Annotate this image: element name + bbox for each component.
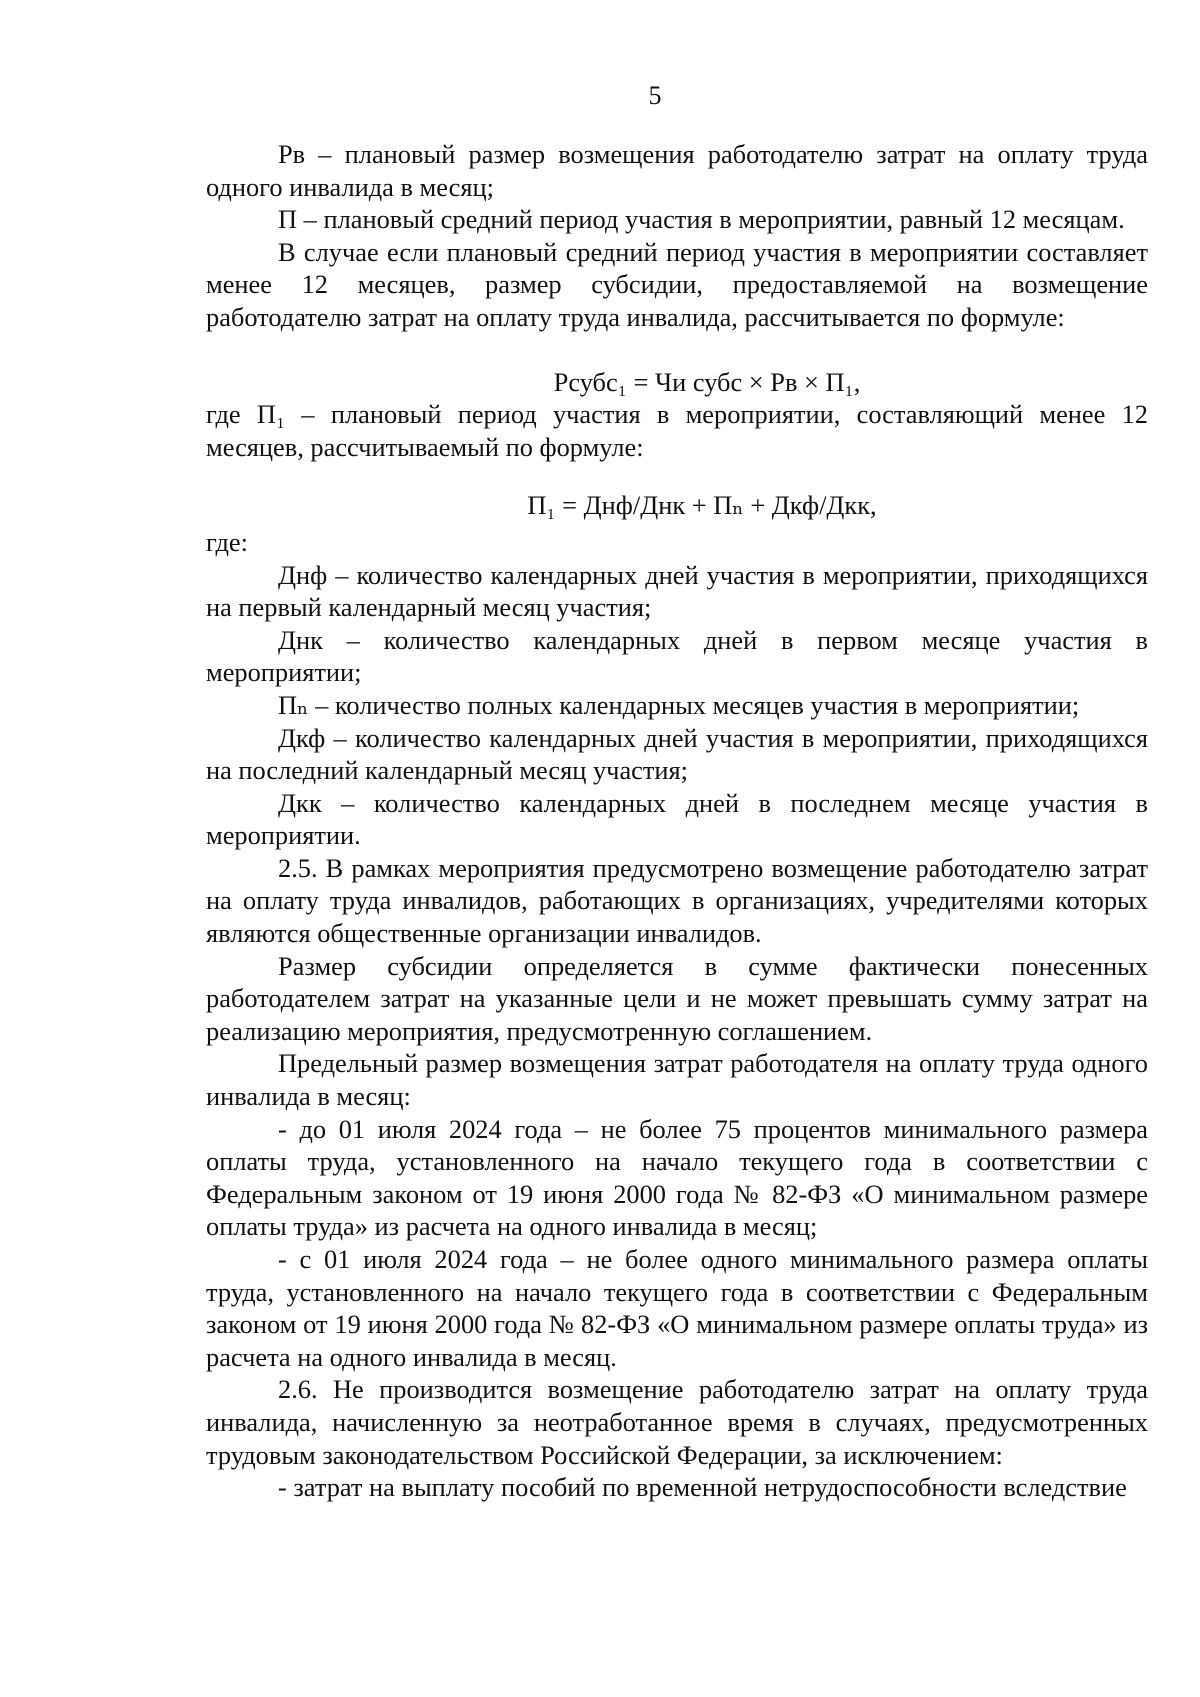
- paragraph-subsidy-amount: Размер субсидии определяется в сумме фактически понесенных работодателем затрат на указанные цели и не может превышать сумму затрат на реализацию мероприятия, предусмотренную соглашением.: [206, 950, 1148, 1046]
- paragraph-section-2-6: 2.6. Не производится возмещение работодателю затрат на оплату труда инвалида, начисленную за неотработанное время в случаях, предусмотренных трудовым законодательством Российской Федерации, за исключением:: [206, 1374, 1148, 1470]
- paragraph-p-definition: П – плановый средний период участия в мероприятии, равный 12 месяцам.: [278, 204, 1125, 235]
- paragraph-section-2-5: 2.5. В рамках мероприятия предусмотрено возмещение работодателю затрат на оплату труда инвалидов, работающих в организациях, учредителями которых являются общественные организации инвалидов.: [206, 852, 1148, 949]
- paragraph-dkk-definition: Дкк – количество календарных дней в последнем месяце участия в мероприятии.: [206, 787, 1148, 851]
- paragraph-max-reimbursement: Предельный размер возмещения затрат работодателя на оплату труда одного инвалида в месяц:: [206, 1048, 1148, 1112]
- paragraph-short-period-case: В случае если плановый средний период участия в мероприятии составляет менее 12 месяцев, размер субсидии, предоставляемой на возмещение работодателю затрат на оплату труда инвалида, рассчитывается по формуле:: [206, 236, 1148, 332]
- paragraph-pn-definition: Пₙ – количество полных календарных месяцев участия в мероприятии;: [278, 689, 1080, 720]
- document-body: [206, 138, 1148, 1504]
- paragraph-dkf-definition: Дкф – количество календарных дней участия в мероприятии, приходящихся на последний календарный месяц участия;: [206, 722, 1148, 786]
- paragraph-where: где:: [206, 526, 248, 557]
- list-item-before-july-2024: - до 01 июля 2024 года – не более 75 процентов минимального размера оплаты труда, установленного на начало текущего года в соответствии с Федеральным законом от 19 июня 2000 года № 82-ФЗ «О минимальном размере оплаты труда» из расчета на одного инвалида в месяц;: [206, 1113, 1148, 1242]
- paragraph-dnk-definition: Днк – количество календарных дней в первом месяце участия в мероприятии;: [206, 624, 1148, 688]
- paragraph-dnf-definition: Днф – количество календарных дней участия в мероприятии, приходящихся на первый календарный месяц участия;: [206, 559, 1148, 623]
- list-item-sick-leave: - затрат на выплату пособий по временной нетрудоспособности вследствие: [278, 1472, 1127, 1503]
- paragraph-rv-definition: Рв – плановый размер возмещения работодателю затрат на оплату труда одного инвалида в месяц;: [206, 139, 1148, 202]
- formula-period: П₁ = Днф/Днк + Пₙ + Дкф/Дкк,: [527, 490, 877, 521]
- paragraph-p1-definition: где П₁ – плановый период участия в мероприятии, составляющий менее 12 месяцев, рассчитываемый по формуле:: [206, 399, 1148, 462]
- page-number: 5: [648, 81, 662, 110]
- list-item-after-july-2024: - с 01 июля 2024 года – не более одного минимального размера оплаты труда, установленного на начало текущего года в соответствии с Федеральным законом от 19 июня 2000 года № 82-ФЗ «О минимальном размере оплаты труда» из расчета на одного инвалида в месяц.: [206, 1244, 1148, 1372]
- formula-subsidy: Рсубс₁ = Чи субс × Рв × П₁,: [553, 366, 861, 397]
